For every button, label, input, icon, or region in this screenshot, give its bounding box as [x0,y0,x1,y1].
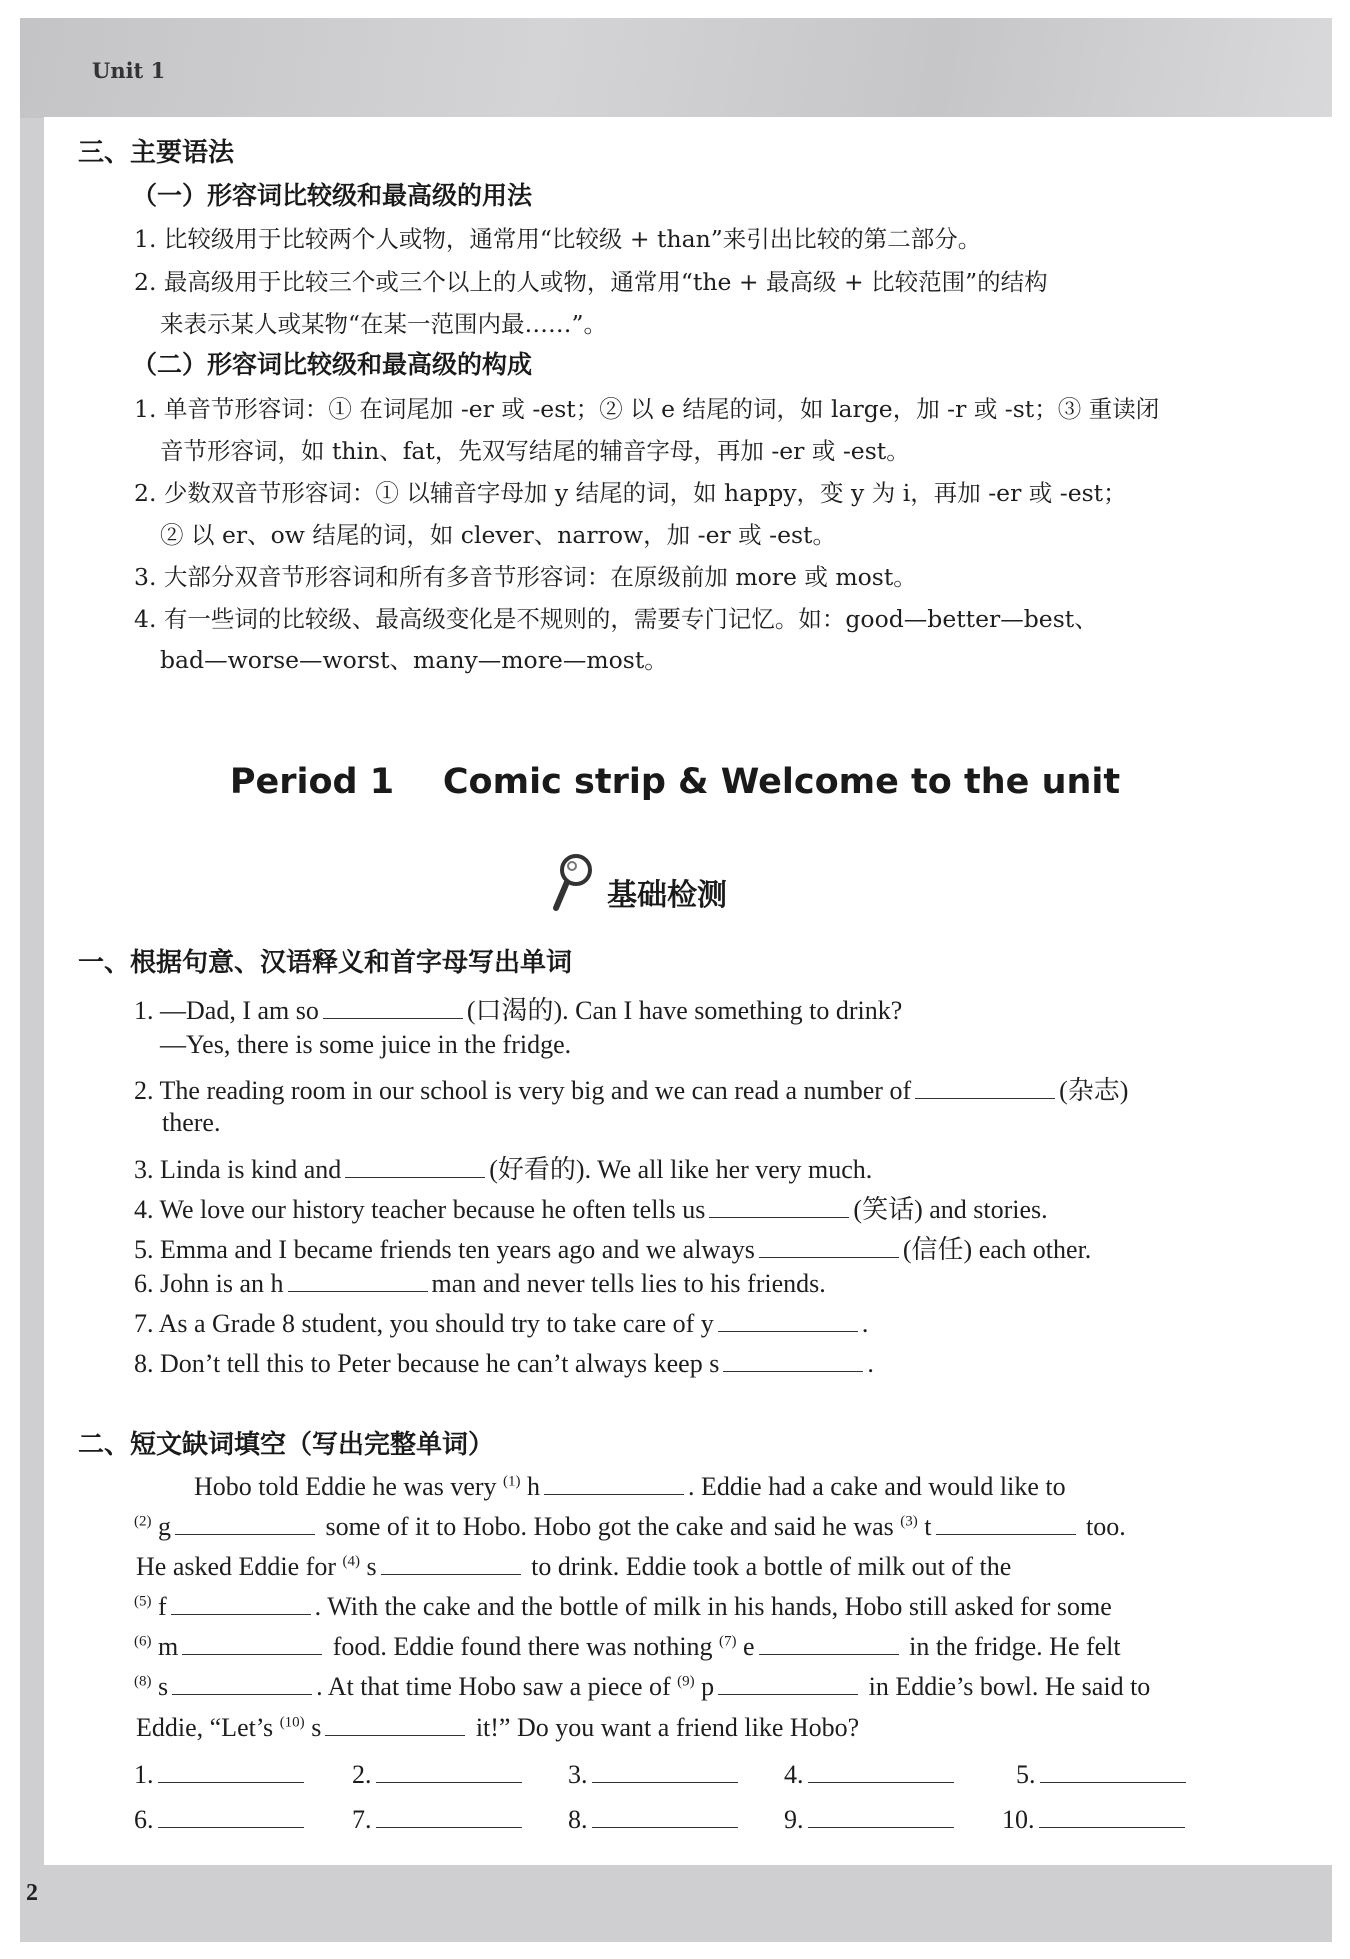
header-band [20,18,1332,118]
answer-blank[interactable] [718,1674,858,1695]
grammar-part1-item: 来表示某人或某物“在某一范围内最……”。 [160,310,608,338]
blank-number: (3) [900,1513,918,1530]
passage-text: g [151,1512,171,1541]
answer-slot [1002,1805,1189,1835]
answer-blank[interactable] [936,1514,1076,1535]
answer-blank[interactable] [1039,1807,1185,1828]
answer-blank[interactable] [158,1807,304,1828]
answer-slot [134,1805,308,1835]
question-7 [134,1309,868,1339]
question-text: . [861,1309,869,1338]
question-text: . [867,1349,874,1378]
exercise2-heading: 二、短文缺词填空（写出完整单词） [78,1430,495,1460]
passage-line [134,1672,1150,1702]
answer-number: 6. [134,1805,154,1834]
answer-blank[interactable] [345,1157,485,1178]
answer-blank[interactable] [808,1807,954,1828]
grammar-part2-item: 1. 单音节形容词：① 在词尾加 -er 或 -est；② 以 e 结尾的词，如 large，加 -r 或 -st；③ 重读闭 [134,395,1160,423]
passage-text: Eddie, “Let’s [136,1713,280,1742]
passage-text: Hobo told Eddie he was very [194,1472,504,1501]
answer-blank[interactable] [718,1311,858,1332]
answer-blank[interactable] [182,1634,322,1655]
grammar-part2-item: 音节形容词，如 thin、fat，先双写结尾的辅音字母，再加 -er 或 -est。 [160,437,910,465]
passage-line [134,1512,1126,1542]
answer-blank[interactable] [759,1634,899,1655]
unit-label: Unit 1 [92,58,166,83]
answer-slot [1016,1760,1190,1790]
question-text: 8. Don’t tell this to Peter because he can’t always keep s [134,1349,720,1378]
grammar-part2-item: bad—worse—worst、many—more—most。 [160,646,668,674]
question-1 [134,990,902,1027]
answer-blank[interactable] [325,1715,465,1736]
answer-slot [352,1760,526,1790]
answer-number: 10. [1002,1805,1035,1834]
passage-text: . Eddie had a cake and would like to [688,1472,1066,1501]
passage-text: . With the cake and the bottle of milk in his hands, Hobo still asked for some [314,1592,1112,1621]
magnifier-icon [548,850,598,912]
question-text: 2. The reading room in our school is very big and we can read a number of [134,1076,912,1105]
answer-blank[interactable] [171,1594,311,1615]
answer-slot [352,1805,526,1835]
answer-blank[interactable] [175,1514,315,1535]
answer-slot [784,1805,958,1835]
passage-text: to drink. Eddie took a bottle of milk out of the [524,1552,1012,1581]
answer-number: 5. [1016,1760,1036,1789]
passage-text: . At that time Hobo saw a piece of [316,1672,678,1701]
passage-line [134,1632,1121,1662]
passage-text: some of it to Hobo. Hobo got the cake and said he was [319,1512,901,1541]
passage-text: f [151,1592,167,1621]
grammar-part2-item: 2. 少数双音节形容词：① 以辅音字母加 y 结尾的词，如 happy，变 y 为 i，再加 -er 或 -est； [134,479,1127,507]
period-title: Period 1 Comic strip & Welcome to the unit [229,762,1121,802]
passage-text: m [151,1632,179,1661]
passage-line [194,1472,1066,1502]
exercise1-heading: 一、根据句意、汉语释义和首字母写出单词 [78,948,573,978]
question-2-continued: there. [162,1108,221,1137]
answer-number: 7. [352,1805,372,1834]
answer-blank[interactable] [323,998,463,1019]
passage-text: too. [1079,1512,1126,1541]
passage-text: s [151,1672,169,1701]
grammar-part1-item: 1. 比较级用于比较两个人或物，通常用“比较级 + than”来引出比较的第二部分。 [134,225,982,253]
passage-text: in the fridge. He felt [902,1632,1121,1661]
grammar-part2-item: ② 以 er、ow 结尾的词，如 clever、narrow，加 -er 或 -est。 [160,521,837,549]
grammar-part2-item: 4. 有一些词的比较级、最高级变化是不规则的，需要专门记忆。如：good—better—best、 [134,605,1098,633]
answer-number: 9. [784,1805,804,1834]
passage-text: t [917,1512,932,1541]
passage-text: it!” Do you want a friend like Hobo? [469,1713,860,1742]
grammar-part2-title: （二）形容词比较级和最高级的构成 [132,350,533,379]
blank-number: (4) [342,1553,360,1570]
blank-number: (7) [719,1633,737,1650]
answer-blank[interactable] [288,1271,428,1292]
answer-slot [568,1805,742,1835]
answer-number: 3. [568,1760,588,1789]
passage-line [136,1713,859,1743]
answer-blank[interactable] [723,1351,863,1372]
question-text: 4. We love our history teacher because he often tells us [134,1195,706,1224]
blank-number: (9) [677,1673,695,1690]
answer-number: 1. [134,1760,154,1789]
question-4 [134,1189,1048,1226]
answer-blank[interactable] [158,1762,304,1783]
page-number: 2 [26,1880,38,1906]
question-text: 5. Emma and I became friends ten years ago and we always [134,1235,755,1264]
question-1-reply: —Yes, there is some juice in the fridge. [160,1030,572,1059]
passage-text: e [736,1632,755,1661]
grammar-heading: 三、主要语法 [78,138,235,168]
blank-number: (10) [279,1714,305,1731]
answer-blank[interactable] [381,1554,521,1575]
question-text: (信任) each other. [902,1235,1092,1264]
answer-blank[interactable] [592,1762,738,1783]
answer-slot [134,1760,308,1790]
passage-text: p [694,1672,715,1701]
answer-blank[interactable] [376,1762,522,1783]
answer-blank[interactable] [544,1474,684,1495]
answer-number: 8. [568,1805,588,1834]
answer-blank[interactable] [915,1078,1055,1099]
passage-text: s [359,1552,377,1581]
question-text: (杂志) [1059,1076,1129,1105]
passage-text: food. Eddie found there was nothing [326,1632,720,1661]
question-3 [134,1149,872,1186]
question-6 [134,1269,826,1299]
question-text: (笑话) and stories. [853,1195,1048,1224]
passage-text: in Eddie’s bowl. He said to [862,1672,1151,1701]
answer-blank[interactable] [172,1674,312,1695]
question-text: 7. As a Grade 8 student, you should try to take care of y [134,1309,714,1338]
question-text: man and never tells lies to his friends. [431,1269,826,1298]
answer-blank[interactable] [808,1762,954,1783]
answer-blank[interactable] [592,1807,738,1828]
answer-blank[interactable] [1040,1762,1186,1783]
answer-slot [568,1760,742,1790]
passage-text: h [520,1472,541,1501]
answer-number: 4. [784,1760,804,1789]
question-5 [134,1229,1091,1266]
passage-line [134,1592,1112,1622]
question-text: 6. John is an h [134,1269,284,1298]
section-label: 基础检测 [607,878,727,913]
passage-text: He asked Eddie for [136,1552,343,1581]
grammar-part2-item: 3. 大部分双音节形容词和所有多音节形容词：在原级前加 more 或 most。 [134,563,917,591]
answer-blank[interactable] [376,1807,522,1828]
question-text: 1. —Dad, I am so [134,996,319,1025]
question-text: 3. Linda is kind and [134,1155,342,1184]
answer-slot [784,1760,958,1790]
blank-number: (6) [134,1633,152,1650]
grammar-part1-title: （一）形容词比较级和最高级的用法 [132,181,533,210]
blank-number: (5) [134,1593,152,1610]
answer-blank[interactable] [759,1237,899,1258]
blank-number: (2) [134,1513,152,1530]
grammar-part1-item: 2. 最高级用于比较三个或三个以上的人或物，通常用“the + 最高级 + 比较范围”的结构 [134,268,1048,296]
blank-number: (8) [134,1673,152,1690]
question-2 [134,1070,1128,1107]
passage-line [136,1552,1011,1582]
answer-number: 2. [352,1760,372,1789]
question-8 [134,1349,874,1379]
question-text: (好看的). We all like her very much. [489,1155,873,1184]
answer-blank[interactable] [709,1197,849,1218]
blank-number: (1) [503,1473,521,1490]
question-text: (口渴的). Can I have something to drink? [466,996,903,1025]
passage-text: s [304,1713,322,1742]
